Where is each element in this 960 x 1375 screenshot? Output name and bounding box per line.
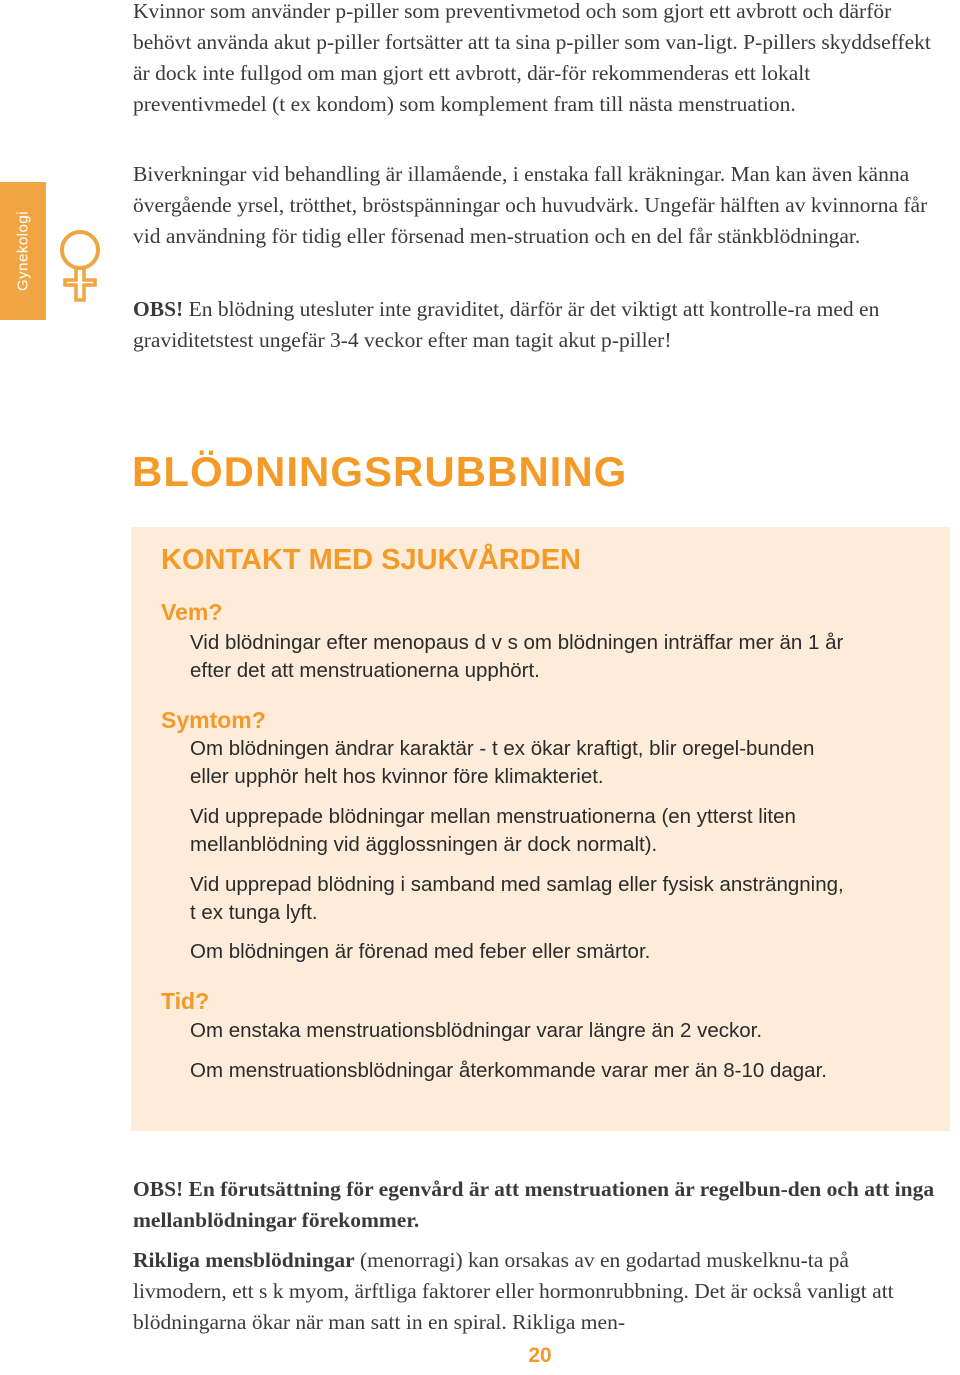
section-title: BLÖDNINGSRUBBNING (132, 448, 628, 495)
rikliga-paragraph (133, 1245, 943, 1338)
tid-item-1: Om enstaka menstruationsblödningar varar längre än 2 veckor. (190, 1019, 763, 1042)
page-number-wrapper (0, 1344, 960, 1368)
rikliga-label: Rikliga mensblödningar (133, 1248, 355, 1272)
obs-paragraph (133, 294, 943, 356)
rikliga-text: (menorragi) kan orsakas av en godartad muskelknu-ta på livmodern, ett s k myom, ärftliga faktorer eller hormonrubbning. Det är också vanligt att blödningarna ökar när man satt in en spiral. Rikliga men- (133, 1248, 894, 1334)
symtom-item-4: Om blödningen är förenad med feber eller smärtor. (190, 940, 651, 963)
tid-item-2: Om menstruationsblödningar återkommande varar mer än 8-10 dagar. (190, 1059, 827, 1082)
contact-box-title: KONTAKT MED SJUKVÅRDEN (161, 544, 581, 576)
footer-obs-paragraph: OBS! En förutsättning för egenvård är att menstruationen är regelbun-den och att inga mellanblödningar förekommer. (133, 1177, 935, 1232)
obs-text: En blödning utesluter inte graviditet, därför är det viktigt att kontrolle-ra med en graviditetstest ungefär 3-4 veckor efter man tagit akut p-piller! (133, 297, 880, 352)
tid-label: Tid? (161, 988, 210, 1014)
contact-box (131, 527, 950, 1131)
page-number: 20 (528, 1344, 552, 1367)
vem-label: Vem? (161, 599, 223, 625)
obs-label: OBS! (133, 297, 184, 321)
intro-paragraph-1: Kvinnor som använder p-piller som preventivmetod och som gjort ett avbrott och därför behövt använda akut p-piller fortsätter att ta sina p-piller som van-ligt. P-pillers skyddseffekt är dock inte fullgod om man gjort ett avbrott, där-för rekommenderas ett lokalt preventivmedel (t ex kondom) som komplement fram till nästa menstruation. (133, 0, 931, 116)
side-tab (0, 182, 46, 320)
venus-icon (48, 226, 112, 306)
symtom-item-2: Vid upprepade blödningar mellan menstruationerna (en ytterst liten mellanblödning vid ägglossningen är dock normalt). (190, 805, 796, 856)
symtom-label: Symtom? (161, 707, 266, 733)
side-tab-label: Gynekologi (14, 210, 32, 292)
symtom-item-1: Om blödningen ändrar karaktär - t ex ökar kraftigt, blir oregel-bunden eller upphör helt hos kvinnor före klimakteriet. (190, 737, 815, 788)
vem-item: Vid blödningar efter menopaus d v s om blödningen inträffar mer än 1 år efter det att menstruationerna upphört. (190, 631, 844, 682)
intro-paragraph-2: Biverkningar vid behandling är illamående, i enstaka fall kräkningar. Man kan även känna övergående yrsel, trötthet, bröstspänningar och huvudvärk. Ungefär hälften av kvinnorna får vid användning för tidig eller försenad men-struation och en del får stänkblödningar. (133, 162, 928, 248)
symtom-item-3: Vid upprepad blödning i samband med samlag eller fysisk ansträngning, t ex tunga lyft. (190, 873, 844, 924)
